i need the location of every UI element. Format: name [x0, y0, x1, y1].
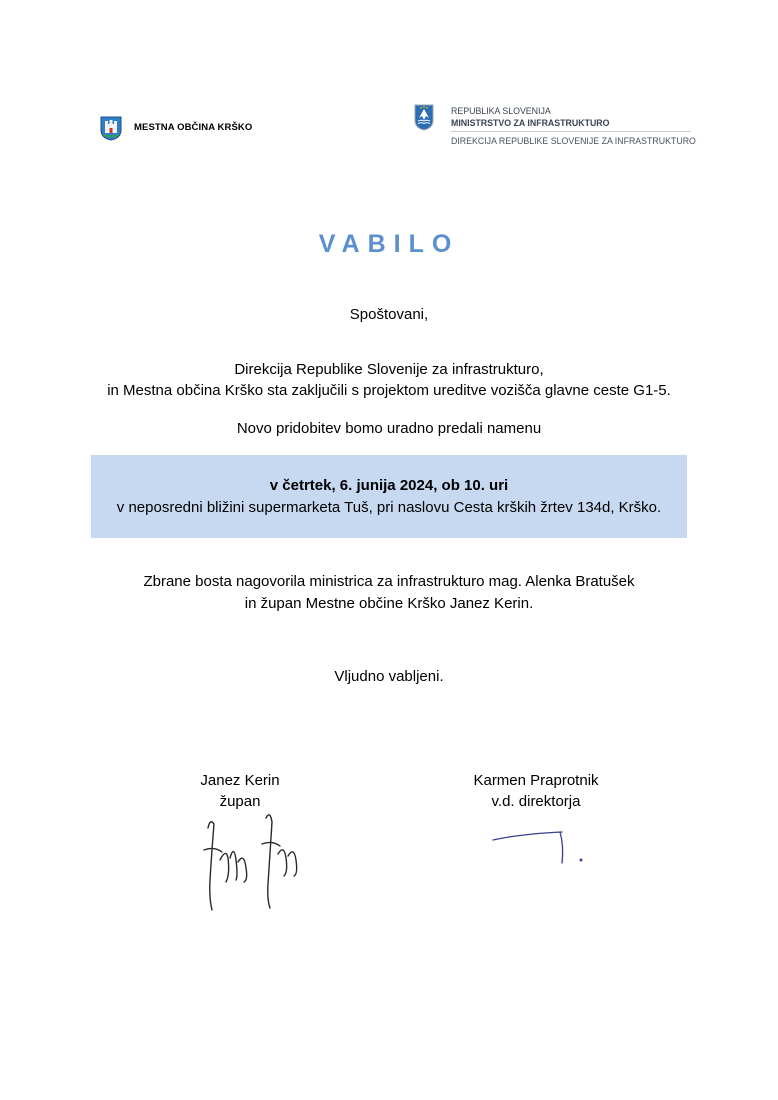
- intro-line: Direkcija Republike Slovenije za infrastrukturo,: [234, 361, 544, 378]
- krsko-coat-of-arms-icon: [100, 116, 122, 141]
- speakers-line: Zbrane bosta nagovorila ministrica za infrastrukturo mag. Alenka Bratušek: [143, 573, 635, 590]
- intro-line: Novo pridobitev bomo uradno predali namenu: [236, 420, 542, 437]
- signatory-role: župan: [219, 793, 261, 810]
- ministry-name: MINISTRSTVO ZA INFRASTRUKTURO: [451, 118, 610, 128]
- speakers-line: in župan Mestne občine Krško Janez Kerin.: [244, 595, 534, 612]
- signatory-name: Karmen Praprotnik: [473, 772, 599, 789]
- slovenia-coat-of-arms-icon: [414, 104, 434, 131]
- municipality-name: MESTNA OBČINA KRŠKO: [134, 122, 253, 133]
- signatory-role: v.d. direktorja: [491, 793, 581, 810]
- event-date-time: v četrtek, 6. junija 2024, ob 10. uri: [269, 477, 509, 494]
- republic-name: REPUBLIKA SLOVENIJA: [451, 106, 551, 116]
- document-title: VABILO: [318, 230, 460, 258]
- closing-line: Vljudno vabljeni.: [334, 668, 444, 685]
- directorate-name: DIREKCIJA REPUBLIKE SLOVENIJE ZA INFRASTRUKTURO: [451, 136, 696, 146]
- intro-line: in Mestna občina Krško sta zaključili s projektom ureditve vozišča glavne ceste G1-5.: [107, 382, 671, 399]
- signatory-name: Janez Kerin: [200, 772, 280, 789]
- header-divider: [451, 131, 691, 132]
- event-location: v neposredni bližini supermarketa Tuš, pri naslovu Cesta krških žrtev 134d, Krško.: [116, 499, 662, 516]
- greeting: Spoštovani,: [349, 306, 429, 323]
- signature-karmen-praprotnik-image: [490, 826, 590, 866]
